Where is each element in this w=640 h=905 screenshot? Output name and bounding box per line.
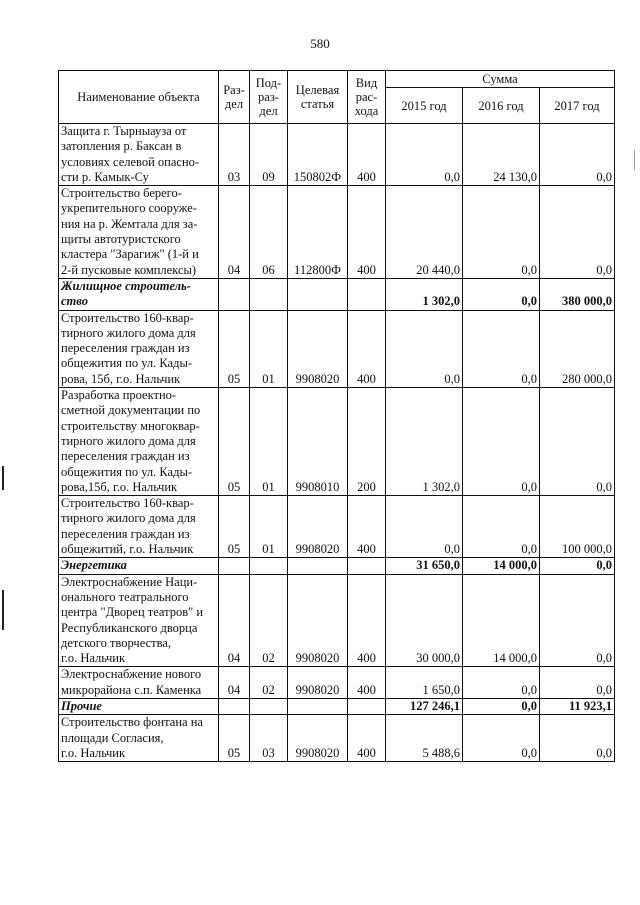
cell-target: 9908020: [288, 496, 348, 558]
table-row: [59, 715, 615, 762]
cell-vid: 400: [348, 715, 386, 762]
cell-podrazdel: [250, 278, 288, 310]
cell-y2017: 0,0: [540, 558, 615, 574]
cell-target: 9908020: [288, 310, 348, 387]
cell-y2017: 100 000,0: [540, 496, 615, 558]
cell-vid: 400: [348, 124, 386, 186]
table-body: [59, 124, 615, 762]
cell-podrazdel: 03: [250, 715, 288, 762]
cell-name: Жилищное строитель- ство: [59, 278, 219, 310]
cell-y2016: 0,0: [463, 667, 540, 699]
cell-y2017: 0,0: [540, 388, 615, 496]
cell-y2016: 0,0: [463, 698, 540, 714]
cell-y2016: 0,0: [463, 278, 540, 310]
cell-target: 112800Ф: [288, 186, 348, 279]
cell-target: [288, 278, 348, 310]
cell-y2017: 0,0: [540, 186, 615, 279]
cell-razdel: [219, 278, 250, 310]
header-2016: 2016 год: [463, 88, 540, 124]
header-name: Наименование объекта: [59, 71, 219, 124]
cell-razdel: 05: [219, 310, 250, 387]
cell-name: Разработка проектно- сметной документации по строительству многоквар- тирного жилого дома для переселения граждан из общежития по ул. Кады- рова,15б, г.о. Нальчик: [59, 388, 219, 496]
cell-podrazdel: 01: [250, 388, 288, 496]
cell-vid: [348, 698, 386, 714]
cell-target: [288, 698, 348, 714]
cell-y2015: 1 302,0: [386, 388, 463, 496]
cell-podrazdel: 06: [250, 186, 288, 279]
cell-name: Строительство 160-квар- тирного жилого дома для переселения граждан из общежития по ул. Кады- рова, 15б, г.о. Нальчик: [59, 310, 219, 387]
header-razdel: Раз- дел: [219, 71, 250, 124]
cell-name: Энергетика: [59, 558, 219, 574]
cell-y2017: 0,0: [540, 124, 615, 186]
cell-name: Строительство фонтана на площади Согласия, г.о. Нальчик: [59, 715, 219, 762]
cell-y2015: 30 000,0: [386, 574, 463, 667]
cell-y2015: 5 488,6: [386, 715, 463, 762]
cell-y2017: 0,0: [540, 715, 615, 762]
header-sum: Сумма: [386, 71, 615, 88]
table-row: [59, 574, 615, 667]
cell-y2015: 20 440,0: [386, 186, 463, 279]
cell-y2015: 31 650,0: [386, 558, 463, 574]
cell-y2016: 0,0: [463, 310, 540, 387]
cell-name: Прочие: [59, 698, 219, 714]
table-row: [59, 124, 615, 186]
cell-razdel: 03: [219, 124, 250, 186]
cell-razdel: 04: [219, 186, 250, 279]
cell-name: Защита г. Тырныауза от затопления р. Баксан в условиях селевой опасно- сти р. Камык-Су: [59, 124, 219, 186]
table-row: [59, 388, 615, 496]
cell-y2016: 0,0: [463, 186, 540, 279]
cell-razdel: 05: [219, 388, 250, 496]
cell-y2015: 1 302,0: [386, 278, 463, 310]
cell-podrazdel: 02: [250, 667, 288, 699]
page-number: 580: [310, 36, 330, 51]
cell-target: 150802Ф: [288, 124, 348, 186]
cell-vid: 200: [348, 388, 386, 496]
cell-razdel: [219, 698, 250, 714]
cell-name: Строительство берего- укрепительного сооруже- ния на р. Жемтала для за- щиты автотуристского кластера "Зарагиж" (1-й и 2-й пусковые комплексы): [59, 186, 219, 279]
table-row: [59, 496, 615, 558]
cell-target: 9908010: [288, 388, 348, 496]
cell-razdel: 04: [219, 574, 250, 667]
table-row: [59, 310, 615, 387]
cell-y2017: 0,0: [540, 667, 615, 699]
cell-name: Электроснабжение Наци- онального театрального центра "Дворец театров" и Республиканского дворца детского творчества, г.о. Нальчик: [59, 574, 219, 667]
scan-mark: [2, 466, 4, 490]
cell-razdel: 05: [219, 496, 250, 558]
cell-y2016: 14 000,0: [463, 558, 540, 574]
cell-y2015: 1 650,0: [386, 667, 463, 699]
cell-name: Строительство 160-квар- тирного жилого дома для переселения граждан из общежитий, г.о. Нальчик: [59, 496, 219, 558]
table-row: [59, 186, 615, 279]
cell-vid: 400: [348, 574, 386, 667]
cell-target: 9908020: [288, 715, 348, 762]
scan-mark: [2, 590, 4, 630]
cell-y2017: 380 000,0: [540, 278, 615, 310]
cell-razdel: [219, 558, 250, 574]
cell-podrazdel: 09: [250, 124, 288, 186]
cell-podrazdel: 02: [250, 574, 288, 667]
cell-y2017: 280 000,0: [540, 310, 615, 387]
cell-vid: 400: [348, 496, 386, 558]
cell-target: 9908020: [288, 667, 348, 699]
section-row: [59, 278, 615, 310]
cell-y2016: 0,0: [463, 388, 540, 496]
cell-y2016: 0,0: [463, 496, 540, 558]
section-row: [59, 558, 615, 574]
section-row: [59, 698, 615, 714]
scan-mark: [634, 150, 635, 170]
cell-vid: [348, 558, 386, 574]
header-target: Целевая статья: [288, 71, 348, 124]
cell-y2015: 0,0: [386, 124, 463, 186]
cell-podrazdel: [250, 558, 288, 574]
table-row: [59, 667, 615, 699]
cell-y2016: 24 130,0: [463, 124, 540, 186]
cell-target: 9908020: [288, 574, 348, 667]
header-vid: Вид рас- хода: [348, 71, 386, 124]
cell-y2016: 0,0: [463, 715, 540, 762]
header-podrazdel: Под- раз- дел: [250, 71, 288, 124]
cell-podrazdel: 01: [250, 496, 288, 558]
cell-name: Электроснабжение нового микрорайона с.п. Каменка: [59, 667, 219, 699]
cell-vid: 400: [348, 667, 386, 699]
cell-vid: 400: [348, 310, 386, 387]
cell-y2017: 11 923,1: [540, 698, 615, 714]
cell-vid: 400: [348, 186, 386, 279]
cell-y2015: 0,0: [386, 496, 463, 558]
cell-y2015: 127 246,1: [386, 698, 463, 714]
cell-razdel: 05: [219, 715, 250, 762]
header-2017: 2017 год: [540, 88, 615, 124]
cell-target: [288, 558, 348, 574]
header-2015: 2015 год: [386, 88, 463, 124]
cell-y2015: 0,0: [386, 310, 463, 387]
cell-razdel: 04: [219, 667, 250, 699]
cell-vid: [348, 278, 386, 310]
budget-table: [58, 70, 615, 762]
cell-y2017: 0,0: [540, 574, 615, 667]
cell-podrazdel: 01: [250, 310, 288, 387]
cell-podrazdel: [250, 698, 288, 714]
cell-y2016: 14 000,0: [463, 574, 540, 667]
